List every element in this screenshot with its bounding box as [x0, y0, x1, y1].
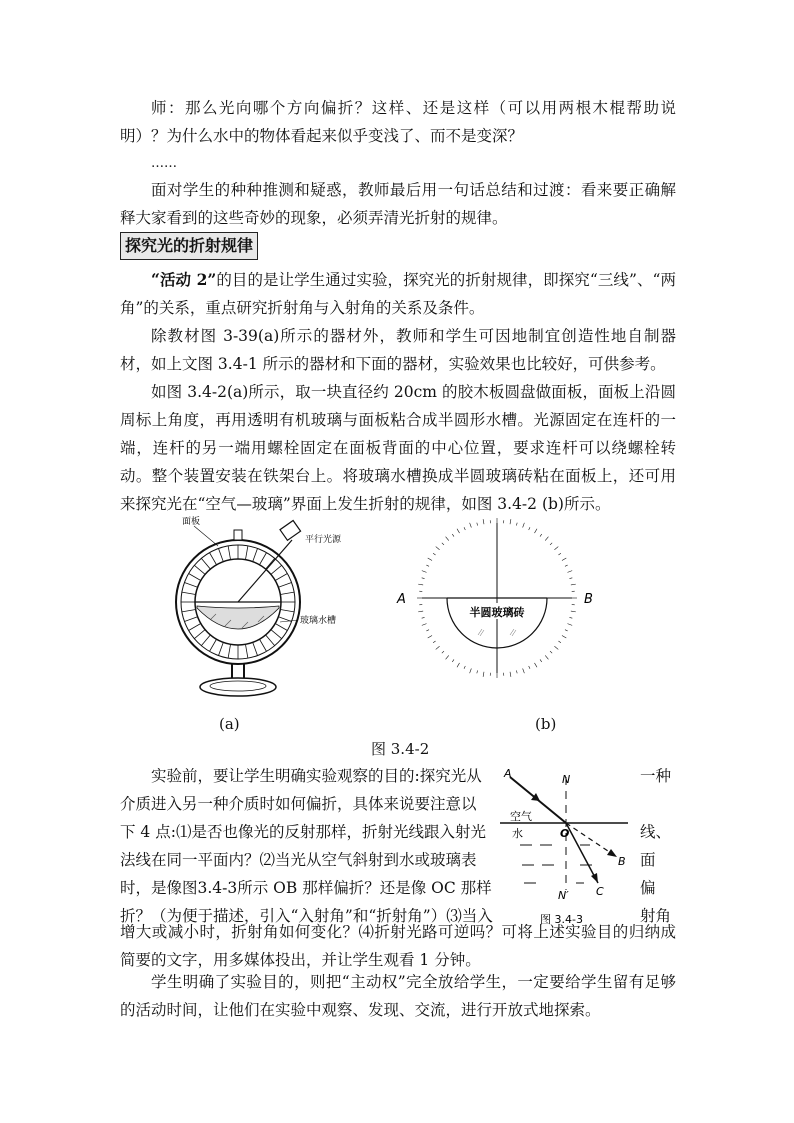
- protractor-tick: [464, 666, 465, 669]
- ring-tick: [201, 635, 210, 646]
- ring-tick: [260, 553, 267, 565]
- wrap-line-1: 实验前，要让学生明确实验观察的目的:探究光从: [151, 767, 482, 785]
- activity-text: 的目的是让学生通过实验，探究光的折射规律，即探究“三线”、“两角”的关系，重点研究折射角与入射角的关系及条件。: [120, 271, 676, 317]
- protractor-tick: [545, 655, 548, 659]
- figure-caption-3-4-3: 图 3.4-3: [540, 913, 583, 926]
- protractor-tick: [452, 659, 454, 661]
- fig3-label-A: A: [504, 767, 512, 780]
- paragraph-conclusion: 学生明确了实验目的，则把“主动权”完全放给学生，一定要给学生留有足够的活动时间，让他们在实验中观察、发现、交流，进行开放式地探索。: [120, 973, 676, 1019]
- protractor-tick: [418, 611, 423, 612]
- protractor-tick: [529, 527, 530, 530]
- protractor-tick: [565, 565, 568, 566]
- ring-tick: [194, 630, 205, 639]
- protractor-tick: [457, 529, 460, 533]
- protractor-tick: [470, 668, 472, 673]
- wrap-line-6-right: 射角: [640, 907, 672, 925]
- protractor-tick: [523, 668, 525, 673]
- paragraph-transition: 面对学生的种种推测和疑惑，教师最后用一句话总结和过渡：看来要正确解释大家看到的这些奇妙的现象，必须弄清光折射的规律。: [120, 181, 676, 227]
- ring-tick: [219, 642, 224, 655]
- protractor-tick: [426, 565, 429, 566]
- ring-tick: [266, 635, 275, 646]
- wrap-line-1-right: 一种: [640, 767, 672, 785]
- ring-tick: [194, 565, 205, 574]
- paragraph-activity2: [120, 266, 676, 322]
- ring-tick: [280, 592, 294, 594]
- protractor-tick: [510, 519, 511, 524]
- ring-tick: [184, 617, 197, 622]
- protractor-tick: [422, 617, 425, 618]
- protractor-tick: [565, 630, 568, 631]
- protractor-tick: [558, 553, 560, 555]
- ring-tick: [253, 642, 258, 655]
- ring-tick: [201, 558, 210, 569]
- label-panel: 面板: [182, 517, 201, 527]
- ring-tick: [271, 565, 282, 574]
- ring-tick: [182, 592, 196, 594]
- paragraph-teacher-question: 师：那么光向哪个方向偏折？这样、还是这样（可以用两根木棍帮助说明）？为什么水中的物体看起来似乎变浅了、而不是变深？: [120, 99, 676, 145]
- ring-tick: [253, 548, 258, 561]
- protractor-tick: [554, 547, 558, 550]
- fig3-label-O: O: [560, 827, 570, 840]
- protractor-tick: [569, 578, 572, 579]
- ring-tick: [219, 548, 224, 561]
- fig3-label-N: N: [562, 773, 571, 786]
- ellipsis: ……: [151, 156, 177, 171]
- ring-tick: [245, 546, 247, 560]
- protractor-tick: [442, 651, 444, 653]
- wrap-line-5: 时，是像图3.4-3所示 OB 那样偏折？还是像 OC 那样: [120, 879, 492, 897]
- ring-tick: [275, 574, 287, 581]
- protractor-tick: [550, 543, 552, 545]
- ring-tick: [266, 558, 275, 569]
- protractor-tick: [558, 641, 560, 643]
- ring-tick: [189, 574, 201, 581]
- paragraph-materials: 除教材图 3-39(a)所示的器材外，教师和学生可因地制宜创造性地自制器材，如上文图 3.4-1 所示的器材和下面的器材，实验效果也比较好，可供参考。: [120, 327, 676, 373]
- protractor-tick: [540, 659, 542, 661]
- protractor-tick: [422, 578, 425, 579]
- protractor-tick: [452, 534, 454, 536]
- protractor-tick: [477, 670, 478, 673]
- protractor-tick: [442, 543, 444, 545]
- protractor-tick: [418, 584, 423, 585]
- protractor-tick: [426, 630, 429, 631]
- ring-tick: [189, 624, 201, 631]
- protractor-tick: [483, 672, 484, 677]
- wrap-line-6: 折？（为便于描述，引入“入射角”和“折射角”）⑶当入: [120, 907, 493, 925]
- ring-tick: [228, 644, 230, 658]
- fig3-label-B: B: [618, 855, 626, 868]
- protractor-tick: [567, 571, 572, 573]
- subcaption-b: (b): [535, 715, 557, 733]
- protractor-tick: [529, 666, 530, 669]
- protractor-tick: [483, 519, 484, 524]
- protractor-tick: [550, 651, 552, 653]
- label-light-source: 平行光源: [305, 535, 342, 545]
- figure-caption-3-4-2: 图 3.4-2: [371, 740, 430, 758]
- subcaption-a: (a): [219, 715, 240, 733]
- fig3-label-C: C: [596, 885, 604, 898]
- label-tank: 玻璃水槽: [300, 616, 337, 626]
- protractor-tick: [422, 624, 427, 626]
- protractor-tick: [457, 663, 460, 667]
- wrap-line-4: 法线在同一平面内？⑵当光从空气斜射到水或玻璃表: [120, 851, 477, 869]
- activity-label: “活动 2”: [151, 270, 217, 289]
- ring-tick: [210, 639, 217, 651]
- ring-tick: [228, 546, 230, 560]
- protractor-tick: [562, 558, 566, 561]
- protractor-tick: [464, 527, 465, 530]
- label-water: 水: [512, 827, 523, 840]
- label-semi-glass: 半圆玻璃砖: [469, 606, 525, 619]
- wrap-line-3-right: 线、: [640, 823, 672, 841]
- figure-refraction: [500, 765, 635, 935]
- protractor-tick: [571, 611, 576, 612]
- section-heading: 探究光的折射规律: [120, 232, 258, 260]
- protractor-tick: [436, 646, 440, 649]
- ring-tick: [280, 609, 294, 611]
- protractor-tick: [545, 537, 548, 541]
- wrap-line-4-right: 面: [640, 851, 656, 869]
- ring-tick: [278, 583, 291, 588]
- label-air: 空气: [510, 810, 532, 823]
- ring-tick: [184, 583, 197, 588]
- protractor-tick: [569, 617, 572, 618]
- ring-tick: [275, 624, 287, 631]
- protractor-tick: [516, 523, 517, 526]
- protractor-tick: [562, 636, 566, 639]
- protractor-tick: [477, 523, 478, 526]
- fig3-label-N-prime: N′: [558, 889, 569, 902]
- wrap-line-5-right: 偏: [640, 879, 656, 897]
- ring-tick: [260, 639, 267, 651]
- protractor-tick: [436, 547, 440, 550]
- label-A: A: [397, 592, 406, 607]
- ring-tick: [245, 644, 247, 658]
- wrap-line-3: 下 4 点:⑴是否也像光的反射那样，折射光线跟入射光: [120, 823, 486, 841]
- protractor-tick: [571, 584, 576, 585]
- protractor-tick: [470, 523, 472, 528]
- paragraph-device: 如图 3.4-2(a)所示，取一块直径约 20cm 的胶木板圆盘做面板，面板上沿圆周标上角度，再用透明有机玻璃与面板粘合成半圆形水槽。光源固定在连杆的一端，连杆的另一端用螺栓固定在面板背面的中心位置，要求连杆可以绕螺栓转动。整个装置安装在铁架台上。将玻璃水槽换成半圆玻璃砖粘在面板上，还可用来探究光在“空气—玻璃”界面上发生折射的规律，如图 3.4-2 (b)所示。: [120, 383, 676, 513]
- protractor-tick: [422, 571, 427, 573]
- wrap-line-2: 介质进入另一种介质时如何偏折，具体来说要注意以: [120, 795, 477, 813]
- protractor-tick: [535, 529, 538, 533]
- protractor-tick: [446, 537, 449, 541]
- wrap-line-7: 增大或减小时，折射角如何变化？⑷折射光路可逆吗？可将上述实验目的归纳成简要的文字，用多媒体投出，并让学生观看 1 分钟。: [120, 923, 676, 969]
- protractor-tick: [433, 553, 435, 555]
- ring-tick: [182, 609, 196, 611]
- ring-tick: [271, 630, 282, 639]
- protractor-tick: [567, 624, 572, 626]
- protractor-tick: [540, 534, 542, 536]
- protractor-tick: [516, 670, 517, 673]
- protractor-tick: [535, 663, 538, 667]
- protractor-tick: [433, 641, 435, 643]
- protractor-tick: [554, 646, 558, 649]
- protractor-tick: [523, 523, 525, 528]
- protractor-tick: [446, 655, 449, 659]
- protractor-tick: [428, 558, 432, 561]
- label-B: B: [584, 592, 593, 607]
- figure-protractor-b: [392, 505, 612, 695]
- protractor-tick: [428, 636, 432, 639]
- protractor-tick: [510, 672, 511, 677]
- ring-tick: [210, 553, 217, 565]
